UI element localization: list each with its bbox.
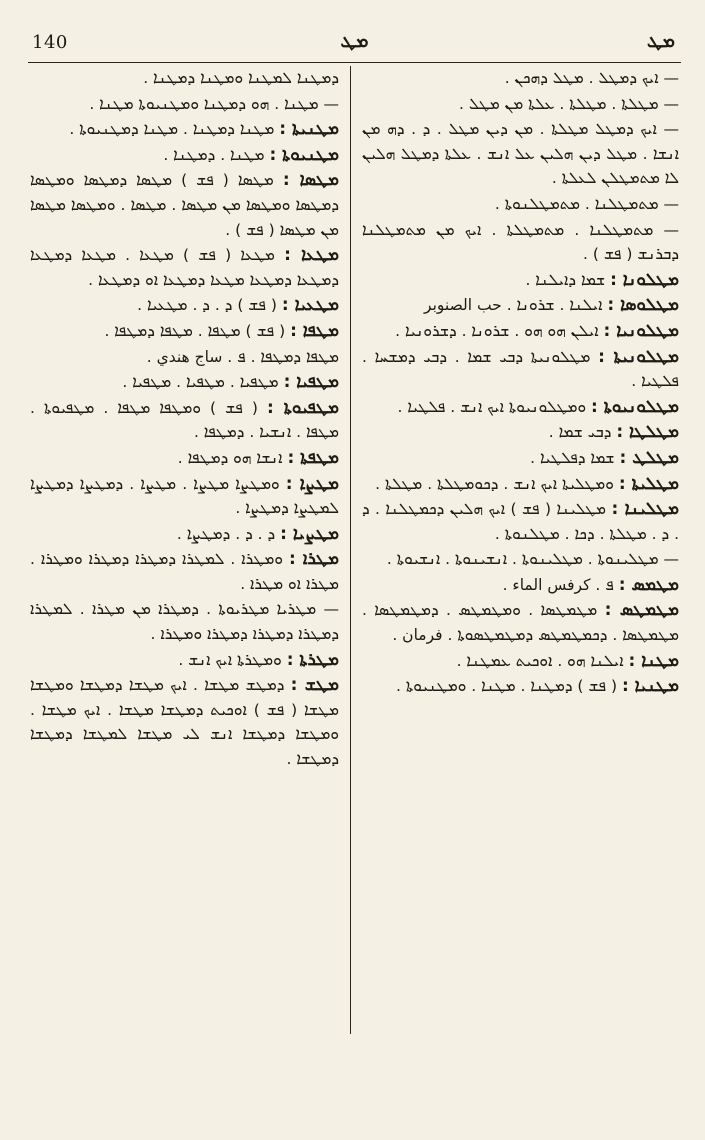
entry-headword: ܡܛܡܛܣ : — [604, 600, 679, 621]
entry-headword: ܡܛܠܛ : — [619, 447, 679, 468]
running-head-right: ܡܛ — [647, 30, 675, 52]
entry-definition: ܘܡܛܠܝܬܐ ܐܝܟ ܐܢܫ . ܕܟܘܡܛܠܬܐ . ܡܛܠܬܐ . — [375, 474, 614, 493]
entry-definition: ܫܡܐ ܕܦܠܛܝܐ . — [530, 448, 615, 467]
entry-definition: ܡܛܢܐ . ܕܡܛܢܐ . — [163, 145, 265, 164]
dictionary-entry — [30, 66, 339, 91]
entry-headword: ܡܛܦܝܐ : — [283, 372, 339, 393]
entry-definition: ( ܦܫ ) ܘܡܛܦܐ ܡܛܦܐ . ܡܛܦܝܘܬܐ . ܡܛܦܐ . ܐܢܫܝܐ . ܕܡܛܦܐ . — [30, 398, 339, 442]
entry-definition: — ܡܬܡܛܠܢܐ . ܡܬܡܛܠܢܘܬܐ . — [494, 194, 679, 213]
dictionary-entry — [30, 522, 339, 547]
entry-definition: — ܡܬܡܛܠܢܐ . ܡܬܡܛܠܬܐ . ܐܝܟ ܡܢ ܡܬܡܛܠܢܐ ܕܒܪܢܫ ( ܦܫ ) . — [362, 220, 679, 264]
dictionary-entry — [30, 319, 339, 344]
entry-definition: ܘܡܛܪܬܐ ܐܝܟ ܐܢܫ . — [178, 650, 282, 669]
dictionary-entry — [30, 92, 339, 117]
dictionary-entry — [362, 218, 679, 267]
entry-definition: ܡܛܠܝܢܐ ( ܦܫ ) ܐܝܟ ܗܠܝܢ ܕܟܡܛܠܢܐ . ܕ . ܕ . ܡܛܠܬܐ . ܕܟܐ . ܡܛܠܢܘܬܐ . — [362, 500, 679, 543]
entry-headword: ܡܛܪܐ : — [288, 549, 339, 570]
page-header — [28, 24, 681, 60]
entry-definition: ܐܝܠܢܐ . ܫܪܘܢܐ . حب الصنوبر — [424, 296, 603, 315]
entry-headword: ܡܛܦܬܐ : — [287, 447, 339, 468]
dictionary-entry — [362, 472, 679, 497]
entry-definition: ܐܢܫܐ ܗܘ ܕܡܛܦܐ . — [177, 448, 283, 467]
dictionary-entry — [30, 168, 339, 242]
page-number: 140 — [32, 32, 68, 53]
entry-definition: ܡܛܠܘܢܝܬܐ ܕܒܝ ܫܡܐ . ܕܒܝ ܕܡܫܚܐ . ܦܠܛܝܐ . — [362, 347, 679, 391]
dictionary-entry — [362, 268, 679, 293]
entry-definition: — ܡܛܠܬܐ . ܡܛܠܬܐ . ܥܠܬܐ ܡܢ ܡܛܠ . — [459, 94, 679, 113]
entry-definition: ܕ . ܕ . ܕܡܛܨܐ . — [176, 524, 276, 543]
entry-definition: ܫܡܐ ܕܐܝܠܢܐ . — [525, 270, 606, 289]
dictionary-entry — [30, 673, 339, 771]
entry-headword: ܡܛܠܘܢܝܘܬܐ : — [591, 396, 679, 417]
entry-headword: ܡܛܣܐ : — [282, 170, 339, 191]
dictionary-entry — [30, 446, 339, 471]
entry-definition: ܐܝܠܢܐ ܗܘ . ܐܘܟܝܬ ܥܡܛܢܐ . — [456, 651, 624, 670]
dictionary-entry — [362, 319, 679, 344]
entry-definition: ܐܝܠܢ ܗܘ ܗܘ . ܫܪܘܢܐ . ܕܫܪܘܢܝܐ . — [395, 321, 599, 340]
entry-headword: ܡܛܠܘܢܝܬܐ : — [598, 346, 679, 367]
dictionary-entry — [30, 547, 339, 596]
entry-definition: ܡܛܡܛܣܐ . ܘܡܛܡܛܣ . ܕܡܛܡܛܣܐ . ܡܛܡܛܣܐ . ܕܟܡܛܡܛܣ ܕܡܛܡܛܣܘܬܐ . فرمان . — [362, 601, 679, 645]
entry-definition: ( ܦܫ ) ܡܛܦܐ . ܡܛܦܐ ܕܡܛܦܐ . — [104, 321, 286, 340]
dictionary-entry — [30, 648, 339, 673]
entry-definition: ܘܡܛܨܐ ܡܛܨܐ . ܡܛܨܐ . ܕܡܛܨܐ ܕܡܛܨܐ ܠܡܛܨܐ ܕܡܛܨܐ . — [30, 474, 339, 518]
entry-headword: ܡܛܢܐ : — [628, 650, 679, 671]
entry-definition: — ܡܛܪܝܐ ܡܛܪܝܘܬܐ . ܕܡܛܪܐ ܡܢ ܡܛܪܐ . ܠܡܛܪܐ ܕܡܛܪܐ ܕܡܛܪܐ ܕܡܛܪܐ ܘܡܛܪܐ . — [30, 600, 339, 644]
dictionary-entry — [362, 117, 679, 191]
entry-definition: ܡܛܢܐ ܕܡܛܢܐ . ܡܛܢܐ ܕܡܛܢܝܘܬܐ . — [69, 120, 275, 139]
dictionary-entry — [362, 573, 679, 598]
dictionary-entry — [30, 293, 339, 318]
entry-headword: ܡܛܠܛܐ : — [616, 422, 679, 443]
entry-definition: ܕܒܝ ܫܡܐ . — [548, 423, 612, 442]
right-column — [362, 66, 679, 1034]
dictionary-entry — [362, 649, 679, 674]
dictionary-entry — [362, 674, 679, 699]
entry-definition: ܡܛܣܐ ( ܦܫ ) ܡܛܣܐ ܕܡܛܣܐ ܘܡܛܣܐ ܕܡܛܣܐ ܘܡܛܣܐ ܡܢ ܡܛܣܐ . ܡܛܣܐ . ܘܡܛܣܐ ܡܛܣܐ ܡܢ ܡܛܣܐ ( ܦܫ ) . — [30, 171, 339, 239]
entry-headword: ܡܛܨܐ : — [285, 473, 339, 494]
entry-headword: ܡܛܠܝܬܐ : — [618, 473, 679, 494]
running-head-center: ܡܛ — [340, 30, 369, 52]
entry-definition: ܡܛܥܐ ( ܦܫ ) ܡܛܥܐ . ܡܛܥܐ ܕܡܛܥܐ ܕܡܛܥܐ ܕܡܛܥܐ ܡܛܥܐ ܕܡܛܥܐ ܐܘ ܕܡܛܥܐ . — [30, 246, 339, 289]
dictionary-entry — [362, 395, 679, 420]
dictionary-entry — [362, 192, 679, 217]
entry-headword: ܡܛܨܝܐ : — [280, 523, 339, 544]
dictionary-entry — [30, 143, 339, 168]
entry-headword: ܡܛܦܐ : — [290, 320, 339, 341]
dictionary-entry — [362, 293, 679, 318]
column-divider — [350, 66, 351, 1034]
dictionary-entry — [362, 420, 679, 445]
entry-definition: — ܡܛܠܝܢܘܬܐ . ܡܛܠܝܢܘܬܐ . ܐܢܫܝܢܘܬܐ . ܐܢܫܝܘܬܐ . — [386, 550, 679, 569]
entry-definition: ܘܡܛܪܐ . ܠܡܛܪܐ ܕܡܛܪܐ ܕܡܛܪܐ ܘܡܛܪܐ . ܡܛܪܐ ܐܘ ܡܛܪܐ . — [30, 550, 339, 593]
dictionary-entry — [30, 472, 339, 521]
entry-definition: ܦ . كرفس الماء . — [502, 575, 614, 594]
entry-headword: ܡܛܠܝܢܐ : — [611, 499, 679, 520]
entry-definition: ܡܛܦܝܐ . ܡܛܦܝܐ . ܡܛܦܝܐ . — [122, 373, 279, 392]
entry-definition: — ܡܛܢܐ . ܗܘ ܕܡܛܢܐ ܘܡܛܢܝܘܬܐ ܡܛܢܐ . — [89, 94, 339, 113]
entry-definition: ܡܛܦܐ ܕܡܛܦܐ . ܦ . ساج هندي . — [146, 347, 339, 366]
dictionary-entry — [362, 497, 679, 546]
entry-headword: ܡܛܠܘܢܝܐ : — [603, 320, 679, 341]
entry-headword: ܡܛܥܐ : — [284, 245, 339, 266]
header-rule — [28, 62, 681, 63]
entry-definition: ( ܦܫ ) ܕ . ܕ . ܡܛܥܝܐ . — [137, 296, 277, 315]
entry-headword: ܡܛܢܝܘܬܐ : — [269, 144, 339, 165]
dictionary-entry — [362, 547, 679, 572]
dictionary-entry — [362, 92, 679, 117]
dictionary-entry — [362, 345, 679, 394]
entry-definition: ܕܡܛܫ ܡܛܫܐ . ܐܝܟ ܡܛܫܐ ܕܡܛܫܐ ܘܡܛܫܐ ܡܛܫܐ ( ܦܫ ) ܐܘܟܝܬ ܕܡܛܫܐ ܡܛܫܐ . ܐܝܟ ܡܛܫܐ . ܘܡܛܫܐ ܕܡܛܫܐ ܐܢܫ ܠܝ ܡܛܫܐ ܠܡܛܫܐ ܕܡܛܫܐ ܕܡܛܫܐ . — [30, 676, 339, 769]
entry-definition: ( ܦܫ ) ܕܡܛܢܐ . ܡܛܢܐ . ܘܡܛܢܝܘܬܐ . — [396, 677, 618, 696]
entry-headword: ܡܛܫ : — [290, 675, 339, 696]
entry-definition: ܕܡܛܢܐ ܠܡܛܢܐ ܘܡܛܢܐ ܕܡܛܢܐ . — [143, 69, 339, 87]
entry-definition: ܘܡܛܠܘܢܝܘܬܐ ܐܝܟ ܐܢܫ . ܦܠܛܝܐ . — [397, 397, 587, 416]
dictionary-entry — [30, 243, 339, 292]
dictionary-entry — [362, 446, 679, 471]
entry-headword: ܡܛܦܝܘܬܐ : — [266, 397, 339, 418]
entry-headword: ܡܛܡܣ : — [618, 574, 679, 595]
dictionary-entry — [30, 345, 339, 370]
entry-headword: ܡܛܠܘܢܐ : — [610, 269, 679, 290]
dictionary-entry — [30, 117, 339, 142]
entry-headword: ܡܛܥܝܐ : — [281, 295, 339, 316]
dictionary-entry — [362, 598, 679, 647]
entry-definition: — ܐܝܟ ܕܡܛܠ ܡܛܠܬܐ . ܡܢ ܕܝܢ ܡܛܠ . ܕ . ܕܗ ܡܢ ܐܢܫܐ . ܡܛܠ ܕܝܢ ܗܠܝܢ ܥܠ ܐܢܫ . ܥܠܬܐ ܕܡܛܠ ܗܠܝܢ ܠܐ ܡܬܡܛܠܢ ܠܥܠܬܐ . — [362, 120, 679, 188]
entry-headword: ܡܛܪܬܐ : — [286, 649, 339, 670]
entry-definition: — ܐܝܟ ܕܡܛܠ . ܡܛܠ ܕܗܟܢ . — [504, 69, 679, 87]
entry-headword: ܡܛܠܘܣܐ : — [607, 295, 679, 316]
left-column — [30, 66, 339, 1034]
dictionary-entry — [30, 597, 339, 646]
entry-headword: ܡܛܢܝܬܐ : — [279, 119, 339, 140]
dictionary-entry — [362, 66, 679, 91]
dictionary-entry — [30, 396, 339, 445]
dictionary-entry — [30, 370, 339, 395]
entry-headword: ܡܛܢܝܐ : — [621, 676, 679, 697]
